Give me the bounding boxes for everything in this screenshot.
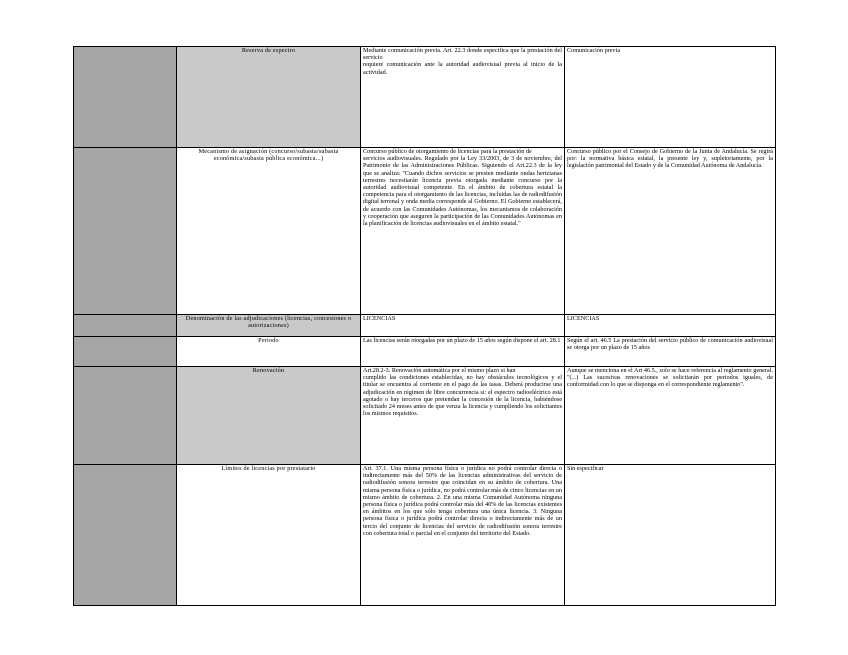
- cell-state-law: Concurso público de otorgamiento de licencias para la prestación de servicios audiovisuales. Regulado por la Ley 33/2003, de 3 de noviembre, del Patrimonio de las Administraciones Públicas. Siguiendo el Art.22.3 de la ley que se analiza: "Cuando dichos servicios se presten mediante ondas hertzianas terrestres necesitarán licencia previa otorgada mediante concurso por la autoridad audiovisual competente. En el ámbito de cobertura estatal la competencia para el otorgamiento de las licencias, incluidas las de radiodifusión digital terrenal y onda media corresponde al Gobierno. El Gobierno establecerá, de acuerdo con las Comunidades Autónomas, los mecanismos de colaboración y cooperación que aseguren la participación de las Comunidades Autónomas en la planificación de licencias audiovisuales en el ámbito estatal.": [361, 148, 565, 315]
- row-label: Periodo: [177, 337, 361, 367]
- gray-column-cell: [74, 465, 177, 606]
- gray-column-cell: [74, 367, 177, 465]
- row-label: Mecanismo de asignación (concurso/subasta/subasta económica/subasta pública económica...): [177, 148, 361, 315]
- table-row: [74, 148, 776, 315]
- comparison-table: [73, 46, 776, 606]
- cell-regional-law: LICENCIAS: [565, 315, 776, 337]
- cell-state-law: Art.28.2-3. Renovación automática por el mismo plazo si han cumplido las condiciones establecidas, no hay obstáculos tecnológicos y el titular se encuentra al corriente en el pago de las tasas. Deberá producirse una adjudicación en régimen de libre concurrencia si: el espectro radioeléctrico está agotado o hay terceros que pretendan la concesión de la licencia, habiéndose solicitado 24 meses antes de que venza la licencia y cumpliendo los solicitantes los mismos requisitos.: [361, 367, 565, 465]
- cell-state-law: Art. 37.1. Una misma persona física o jurídica no podrá controlar directa o indirectamente más del 50% de las licencias administrativas del servicio de radiodifusión sonora terrestre que coincidan en su ámbito de cobertura. Una misma persona física o jurídica, no podrá controlar más de cinco licencias en un mismo ámbito de cobertura. 2. En una misma Comunidad Autónoma ninguna persona física o jurídica podrá controlar más del 40% de las licencias existentes en ámbitos en los que sólo tenga cobertura una única licencia. 3. Ninguna persona física o jurídica podrá controlar directa o indirectamente más de un tercio del conjunto de licencias del servicio de radiodifusión sonora terrestre con cobertura total o parcial en el conjunto del territorio del Estado.: [361, 465, 565, 606]
- table-row: [74, 337, 776, 367]
- row-label: Denominación de las adjudicaciones (licencias, concesiones o autorizaciones): [177, 315, 361, 337]
- cell-state-law: Las licencias serán otorgadas por un plazo de 15 años según dispone el art. 28.1: [361, 337, 565, 367]
- cell-state-law: LICENCIAS: [361, 315, 565, 337]
- gray-column-cell: [74, 315, 177, 337]
- row-label: Renovación: [177, 367, 361, 465]
- table-row: [74, 465, 776, 606]
- table-row: [74, 315, 776, 337]
- cell-regional-law: Aunque se menciona en el Art 46.5., solo se hace referencia al reglamento general. "(...) Las sucesivas renovaciones se solicitarán por periodos iguales, de conformidad con lo que se disponga en el correspondiente reglamento".: [565, 367, 776, 465]
- cell-regional-law: Sin especificar: [565, 465, 776, 606]
- table-row: [74, 47, 776, 148]
- row-label: Límites de licencias por prestatario: [177, 465, 361, 606]
- cell-regional-law: Concurso público por el Consejo de Gobierno de la Junta de Andalucía. Se regirá por: la normativa básica estatal, la presente ley y, supletoriamente, por la legislación patrimonial del Estado y de la Comunidad Autónoma de Andalucía.: [565, 148, 776, 315]
- gray-column-cell: [74, 148, 177, 315]
- cell-regional-law: Comunicación previa: [565, 47, 776, 148]
- table-row: [74, 367, 776, 465]
- gray-column-cell: [74, 47, 177, 148]
- cell-regional-law: Según el art. 46.5 La prestación del servicio público de comunicación audiovisual se otorga por un plazo de 15 años: [565, 337, 776, 367]
- cell-state-law: Mediante comunicación previa. Art. 22.3 donde especifica que la prestación del servicio requiere comunicación ante la autoridad audiovisual previa al inicio de la actividad.: [361, 47, 565, 148]
- row-label: Reserva de espectro: [177, 47, 361, 148]
- gray-column-cell: [74, 337, 177, 367]
